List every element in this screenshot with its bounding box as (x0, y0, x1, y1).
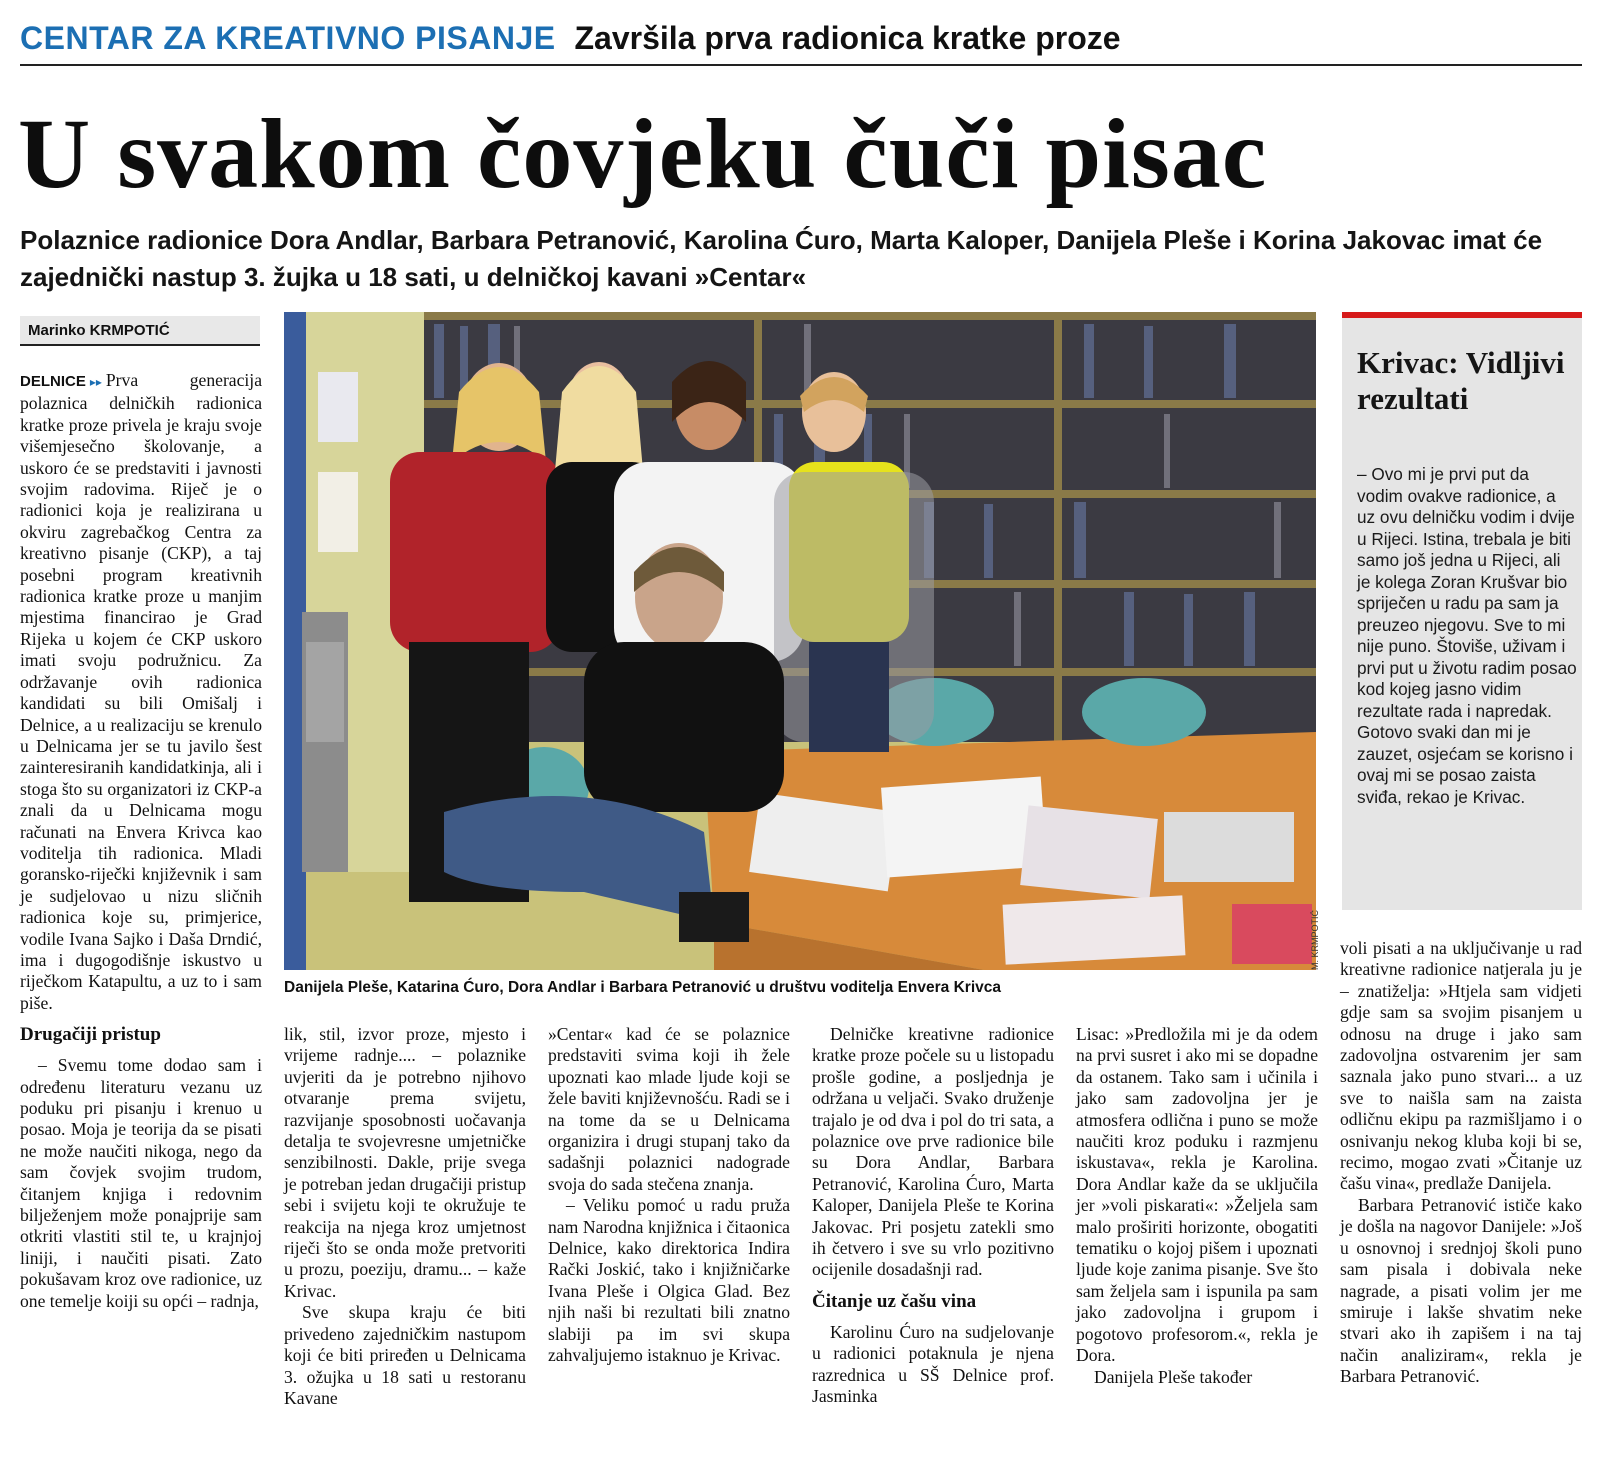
section-subtitle: Završila prva radionica kratke proze (574, 20, 1121, 56)
dateline: DELNICE (20, 373, 86, 390)
paragraph: Lisac: »Predložila mi je da odem na prvi susret i ako mi se dopadne da ostanem. Tako sam i učinila i jako sam zadovoljna jer je atmosfera odlična i puno se može naučiti kroz poduku i razmjenu iskustava«, rekla je Karolina. Dora Andlar kaže da se uključila jer »voli piskarati«: »Željela sam malo proširiti horizonte, obogatiti tematiku o kojoj pišem i upoznati ljude koje zanima pisanje. Sve što sam željela sam i ispunila pa sam jako zadovoljna i grupom i pogotovo profesorom.«, rekla je Dora. (1076, 1024, 1318, 1366)
photo-credit: M. KRMPOTIĆ (1310, 910, 1320, 970)
article-photo (284, 312, 1316, 970)
intro-text: Prva generacija polaznica delničkih radionica kratke proze privela je kraju svoje višemjesečno školovanje, a uskoro će se predstaviti i javnosti svojim radovima. Riječ je o radionici koja je realizirana u okviru zagrebačkog Centra za kreativno pisanje (CKP), a taj posebni program kreativnih radionica kratke proze u manjim mjestima financirao je Grad Rijeka u kojem će CKP uskoro imati svoju podružnicu. Za održavanje ovih radionica kandidati su bili Omišalj i Delnice, a u realizaciju se krenulo u Delnicama jer se tu javilo šest zainteresiranih kandidatkinja, ali i stoga što su organizatori iz CKP-a znali da u Delnicama mogu računati na Envera Krivca kao voditelja tih radionica. Mladi goransko-riječki književnik i sam je sudjelovao u nizu sličnih radionica koje su, primjerice, vodile Ivana Sajko i Daša Drndić, ima i dugogodišnje iskustvo u riječkom Katapultu, a uz to i sam piše. (20, 370, 262, 1013)
paragraph: lik, stil, izvor proze, mjesto i vrijeme radnje.... – polaznike uvjeriti da je potrebno njihovo otvaranje prema svijetu, razvijanje sposobnosti uočavanja detalja te svojevresne umjetničke senzibilnosti. Dakle, prije svega je potreban jedan drugačiji pristup sebi i svijetu koji te okružuje te reakcija na njega kroz umjetnost riječi što se onda može pretvoriti u prozu, poeziju, dramu... – kaže Krivac. (284, 1024, 526, 1301)
deck: Polaznice radionice Dora Andlar, Barbara Petranović, Karolina Ćuro, Marta Kaloper, Danijela Pleše i Korina Jakovac imat će zajednički nastup 3. žujka u 18 sati, u delničkoj kavani »Centar« (20, 225, 1543, 292)
article-column-6 (1340, 938, 1582, 1388)
paragraph: Sve skupa kraju će biti privedeno zajedničkim nastupom koji će biti priređen u Delnicama 3. ožujka u 18 sati u restoranu Kavane (284, 1302, 526, 1408)
paragraph: – Veliku pomoć u radu pruža nam Narodna knjižnica i čitaonica Delnice, kako direktorica Indira Rački Joskić, tako i knjižničarke Ivana Pleše i Olgica Glad. Bez njih naši bi rezultati bili znatno slabiji pa im svi skupa zahvaljujemo istaknuo je Krivac. (548, 1195, 790, 1366)
intro-paragraph (20, 370, 262, 1014)
photo-caption: Danijela Pleše, Katarina Ćuro, Dora Andlar i Barbara Petranović u društvu voditelja Envera Krivca (284, 979, 1001, 996)
article-column-1 (20, 370, 262, 1312)
paragraph: Delničke kreativne radionice kratke proze počele su u listopadu prošle godine, a posljednja je održana u veljači. Svako druženje trajalo je od dva i pol do tri sata, a polaznice ove prve radionice bile su Dora Andlar, Barbara Petranović, Karolina Ćuro, Marta Kaloper, Danijela Pleše te Korina Jakovac. Pri posjetu zatekli smo ih četvero i sve su vrlo pozitivno ocijenile dosadašnji rad. (812, 1024, 1054, 1280)
article-column-5 (1076, 1024, 1318, 1388)
paragraph: Danijela Pleše također (1094, 1366, 1253, 1387)
section-label: CENTAR ZA KREATIVNO PISANJE (20, 20, 556, 56)
sidebar-body (1357, 464, 1577, 808)
sidebar-paragraph: – Ovo mi je prvi put da vodim ovakve radionice, a uz ovu delničku vodim i dvije u Rijeci. Istina, trebala je biti samo još jedna u Rijeci, ali je kolega Zoran Krušvar bio spriječen u radu pa sam ja preuzeo njegovu. Sve to mi nije puno. Štoviše, uživam i prvi put u životu radim posao kod kojeg jasno vidim rezultate rada i napredak. Gotovo svaki dan mi je zauzet, osjećam se korisno i ovaj mi se posao zaista sviđa, rekao je Krivac. (1357, 464, 1577, 807)
section-kicker (20, 18, 1580, 58)
headline: U svakom čovjeku čuči pisac (18, 98, 1268, 209)
subhead-drugaciji-pristup: Drugačiji pristup (20, 1024, 161, 1046)
library-group-photo (284, 312, 1316, 970)
paragraph: – Svemu tome dodao sam i određenu literaturu vezanu uz poduku pri pisanju i krenuo u posao. Moja je teorija da se pisati ne može naučiti nikoga, nego da sam čovjek svojim trudom, čitanjem knjiga i redovnim bilježenjem može ponajprije sam otkriti vlastiti stil te, u krajnjoj liniji, i naučiti pisati. Zato pokušavam kroz ove radionice, uz one temelje koiji su opći – radnja, (20, 1055, 262, 1311)
paragraph: »Centar« kad će se polaznice predstaviti svima koji ih žele upoznati kao mlade ljude koji se žele baviti književnošću. Radi se i na tome da se u Delnicama organizira i drugi stupanj tako da sadašnji polaznici nadograde svoja do sada stečena znanja. (548, 1024, 790, 1194)
subhead-citanje-uz-casu-vina: Čitanje uz čašu vina (812, 1290, 977, 1312)
paragraph: voli pisati a na uključivanje u rad kreativne radionice natjerala ju je – znatiželja: »Htjela sam vidjeti gdje sam sa svojim pisanjem u odnosu na druge i jako sam zadovoljna ostvarenim jer sam saznala jako puno stvari... a uz sve to naišla sam na zaista odličnu ekipu pa razmišljamo i o osnivanju nekog kluba koji bi se, recimo, mogao zvati »Čitanje uz čašu vina«, predlaže Danijela. (1340, 938, 1582, 1194)
header-rule (20, 64, 1582, 66)
article-column-2 (284, 1024, 526, 1409)
dateline-arrow-icon: ▸▸ (89, 375, 102, 389)
article-column-3 (548, 1024, 790, 1367)
paragraph: Karolinu Ćuro na sudjelovanje u radionici potaknula je njena razrednica u SŠ Delnice prof. Jasminka (812, 1321, 1054, 1407)
byline: Marinko KRMPOTIĆ (20, 316, 260, 346)
paragraph: Barbara Petranović ističe kako je došla na nagovor Danijele: »Još u osnovnoj i srednjoj školi puno sam pisala i dobivala neke nagrade, a pisati volim jer me smiruje i lakše shvatim neke stvari ako ih zapišem i na taj način analiziram«, rekla je Barbara Petranović. (1340, 1194, 1582, 1387)
article-column-4 (812, 1024, 1054, 1408)
sidebar-title: Krivac: Vidljivi rezultati (1357, 345, 1565, 416)
